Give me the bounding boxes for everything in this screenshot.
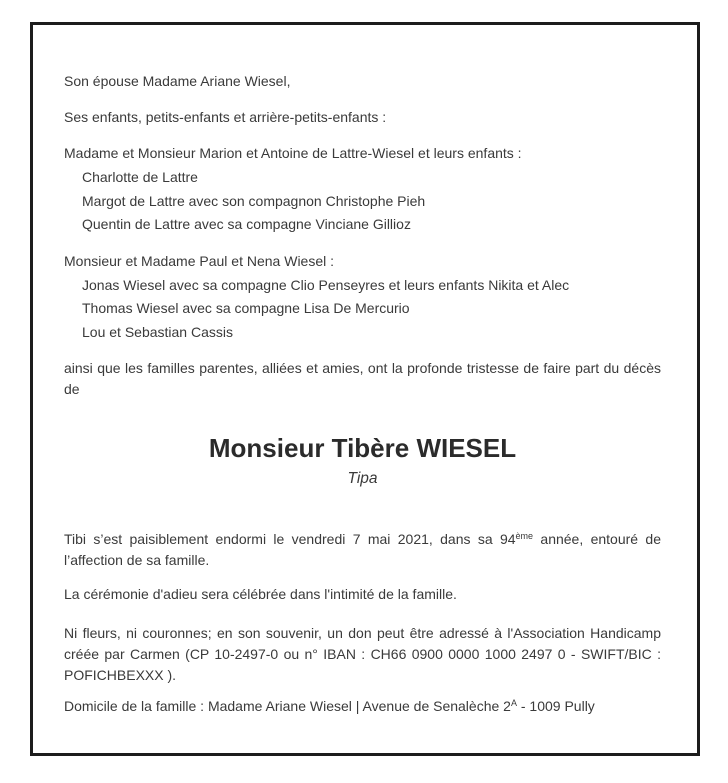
family-group-members [64,274,661,345]
announcement-page [30,22,700,756]
address-superscript: A [510,698,517,708]
ordinal-superscript: ème [515,531,534,541]
family-member: Thomas Wiesel avec sa compagne Lisa De Mercurio [82,300,410,316]
family-group-header: Madame et Monsieur Marion et Antoine de Lattre-Wiesel et leurs enfants : [64,145,522,161]
announcement-line: ainsi que les familles parentes, alliées et amies, ont la profonde tristesse de faire part du décès de [64,360,661,397]
death-paragraph [64,529,661,571]
family-group-members [64,166,661,237]
domicile-line-end: - 1009 Pully [516,698,595,714]
domicile-line-start: Domicile de la famille : Madame Ariane Wiesel | Avenue de Senalèche 2 [64,698,511,714]
family-group-header: Monsieur et Madame Paul et Nena Wiesel : [64,252,335,269]
family-member: Quentin de Lattre avec sa compagne Vinciane Gillioz [82,216,411,232]
donation-paragraph: Ni fleurs, ni couronnes; en son souvenir, un don peut être adressé à l'Association Handicamp créée par Carmen (CP 10-2497-0 ou n° IBAN : CH66 0900 0000 1000 2497 0 - SWIFT/BIC : POFICHBEXXX ). [64,625,661,683]
children-line: Ses enfants, petits-enfants et arrière-petits-enfants : [64,109,387,125]
death-paragraph-start: Tibi s’est paisiblement endormi le vendredi 7 mai 2021, dans sa 94 [64,531,516,547]
family-member: Jonas Wiesel avec sa compagne Clio Penseyres et leurs enfants Nikita et Alec [82,276,570,293]
family-member: Margot de Lattre avec son compagnon Christophe Pieh [82,192,426,209]
spouse-line: Son épouse Madame Ariane Wiesel, [64,73,291,89]
ceremony-line: La cérémonie d'adieu sera célébrée dans l'intimité de la famille. [64,586,457,602]
deceased-name: Monsieur Tibère WIESEL [208,433,517,463]
announcement-content [33,25,697,717]
death-paragraph-end: année, entouré de l’affection de sa famille. [64,531,661,568]
deceased-nickname: Tipa [347,470,378,487]
family-member: Charlotte de Lattre [82,169,198,185]
family-member: Lou et Sebastian Cassis [82,323,233,340]
domicile-line [64,696,661,717]
